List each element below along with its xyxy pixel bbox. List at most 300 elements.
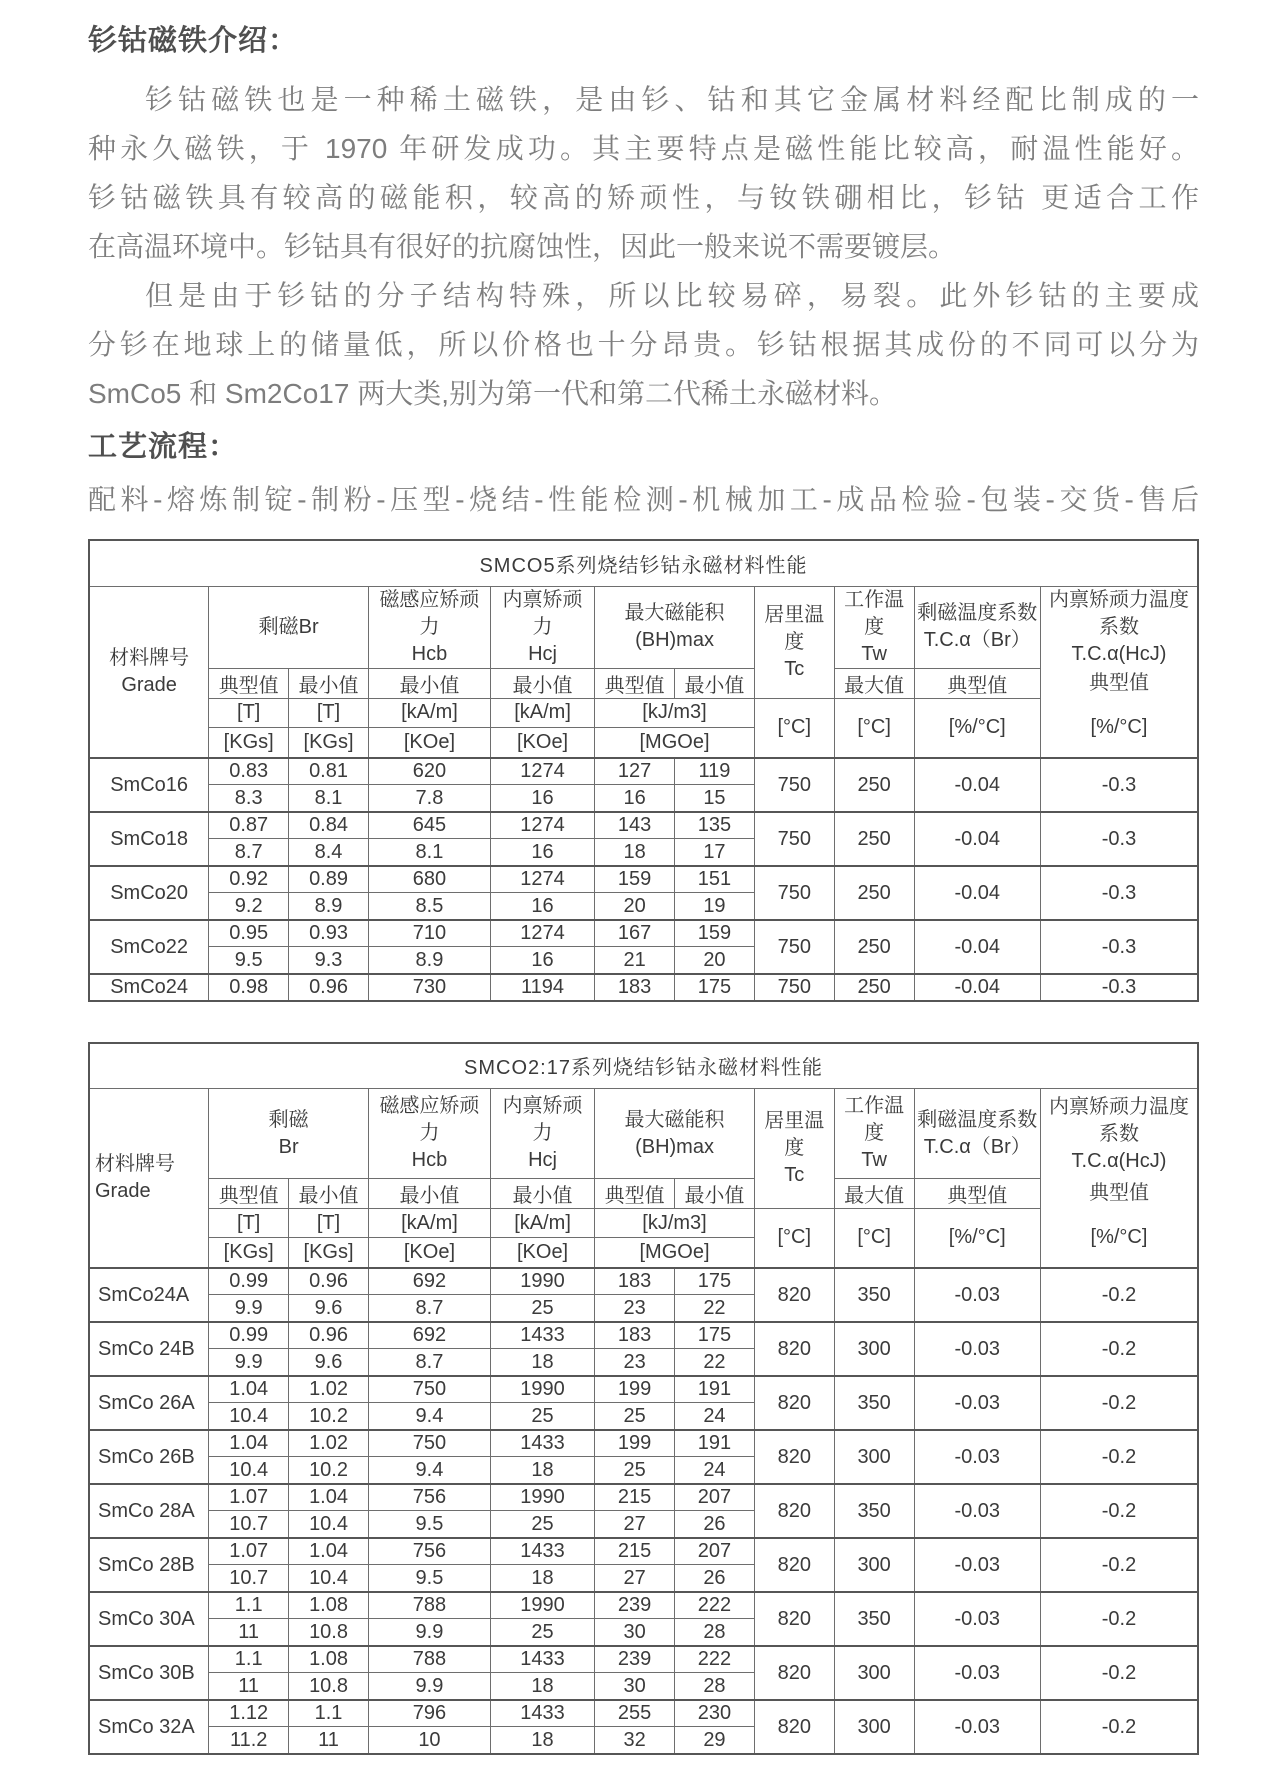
valuetype-cell: 最小值 <box>289 1179 369 1209</box>
value-cell: 191 <box>675 1430 755 1457</box>
table-title-row <box>89 1043 1198 1089</box>
unit-cell: [MGOe] <box>595 1238 755 1268</box>
valuetype-cell: 最小值 <box>368 668 490 698</box>
value-cell: 1274 <box>490 866 594 893</box>
value-cell: 788 <box>368 1646 490 1673</box>
value-cell: 1.12 <box>209 1700 289 1727</box>
value-cell: 191 <box>675 1376 755 1403</box>
table-row <box>89 812 1198 839</box>
value-cell: -0.03 <box>914 1322 1040 1376</box>
hcb-label: 磁感应矫顽力 <box>379 1095 480 1144</box>
value-cell: -0.04 <box>914 758 1040 812</box>
value-cell: 22 <box>675 1349 755 1376</box>
value-cell: 183 <box>595 1268 675 1295</box>
value-cell: 15 <box>675 785 755 812</box>
value-cell: 18 <box>490 1349 594 1376</box>
value-cell: 1.1 <box>209 1646 289 1673</box>
valuetype-cell: 最小值 <box>675 668 755 698</box>
tcahcj-symbol: T.C.α(HcJ) <box>1071 1149 1167 1172</box>
paragraph-line: 种永久磁铁，于 1970 年研发成功。其主要特点是磁性能比较高，耐温性能好。 <box>88 133 1199 164</box>
grade-cell: SmCo 24B <box>89 1322 209 1376</box>
valuetype-cell: 最小值 <box>289 668 369 698</box>
unit-cell: [%/°C] <box>914 1209 1040 1268</box>
grade-header-line1: 材料牌号 <box>95 1152 175 1175</box>
value-cell: -0.2 <box>1040 1430 1198 1484</box>
value-cell: -0.04 <box>914 920 1040 974</box>
value-cell: 30 <box>595 1673 675 1700</box>
value-cell: 16 <box>490 893 594 920</box>
value-cell: 7.8 <box>368 785 490 812</box>
unit-cell: [KOe] <box>490 1238 594 1268</box>
value-cell: 30 <box>595 1619 675 1646</box>
unit-cell: [kA/m] <box>368 698 490 728</box>
value-cell: 28 <box>675 1673 755 1700</box>
bhmax-symbol: (BH)max <box>635 629 714 651</box>
value-cell: -0.2 <box>1040 1376 1198 1430</box>
value-cell: 0.83 <box>209 758 289 785</box>
grade-cell: SmCo 26B <box>89 1430 209 1484</box>
unit-cell: [°C] <box>754 1209 834 1268</box>
paragraph-line: 但是由于钐钴的分子结构特殊，所以比较易碎，易裂。此外钐钴的主要成 <box>145 280 1199 311</box>
unit-cell: [T] <box>289 698 369 728</box>
value-cell: 175 <box>675 974 755 1001</box>
value-cell: 1990 <box>490 1268 594 1295</box>
value-cell: 0.98 <box>209 974 289 1001</box>
value-cell: 10.8 <box>289 1619 369 1646</box>
value-cell: 22 <box>675 1295 755 1322</box>
hcb-symbol: Hcb <box>411 1149 448 1171</box>
grade-header-line2: Grade <box>121 673 177 696</box>
value-cell: 820 <box>754 1484 834 1538</box>
value-cell: 0.99 <box>209 1268 289 1295</box>
grade-cell: SmCo24A <box>89 1268 209 1322</box>
unit-cell: [T] <box>289 1209 369 1238</box>
tcabr-symbol: T.C.α（Br） <box>923 629 1031 651</box>
value-cell: -0.03 <box>914 1538 1040 1592</box>
table-row <box>89 1376 1198 1403</box>
value-cell: 0.84 <box>289 812 369 839</box>
tcabr-header <box>914 586 1040 668</box>
hcb-symbol: Hcb <box>411 642 448 665</box>
sm2co17-table <box>88 1042 1199 1755</box>
value-cell: 16 <box>490 839 594 866</box>
value-cell: 0.96 <box>289 974 369 1001</box>
tw-symbol: Tw <box>861 642 887 665</box>
process-flow-line: 配料-熔炼制锭-制粉-压型-烧结-性能检测-机械加工-成品检验-包装-交货-售后 <box>88 484 1199 515</box>
header-row-labels <box>89 586 1198 668</box>
valuetype-cell: 典型值 <box>209 1179 289 1209</box>
value-cell: 16 <box>490 947 594 974</box>
value-cell: 250 <box>834 758 914 812</box>
value-cell: 1.07 <box>209 1538 289 1565</box>
value-cell: -0.2 <box>1040 1268 1198 1322</box>
value-cell: 8.7 <box>368 1349 490 1376</box>
value-cell: 151 <box>675 866 755 893</box>
unit-cell: [°C] <box>754 698 834 758</box>
value-cell: 820 <box>754 1322 834 1376</box>
value-cell: -0.3 <box>1040 866 1198 920</box>
unit-cell: [kA/m] <box>368 1209 490 1238</box>
value-cell: 1990 <box>490 1592 594 1619</box>
value-cell: 250 <box>834 920 914 974</box>
tc-symbol: Tc <box>784 1164 805 1186</box>
valuetype-cell: 典型值 <box>914 668 1040 698</box>
value-cell: 8.9 <box>368 947 490 974</box>
value-cell: 710 <box>368 920 490 947</box>
value-cell: 692 <box>368 1322 490 1349</box>
value-cell: -0.3 <box>1040 920 1198 974</box>
table-row <box>89 1592 1198 1619</box>
value-cell: 23 <box>595 1295 675 1322</box>
unit-cell: [KGs] <box>289 728 369 758</box>
value-cell: 300 <box>834 1538 914 1592</box>
value-cell: -0.04 <box>914 812 1040 866</box>
value-cell: 692 <box>368 1268 490 1295</box>
tc-header <box>754 586 834 698</box>
unit-cell: [MGOe] <box>595 728 755 758</box>
value-cell: 788 <box>368 1592 490 1619</box>
valuetype-cell: 典型值 <box>595 668 675 698</box>
value-cell: 750 <box>754 974 834 1001</box>
value-cell: 143 <box>595 812 675 839</box>
value-cell: 10.2 <box>289 1403 369 1430</box>
value-cell: 750 <box>754 812 834 866</box>
value-cell: 1.1 <box>289 1700 369 1727</box>
value-cell: -0.3 <box>1040 974 1198 1001</box>
value-cell: 25 <box>490 1295 594 1322</box>
value-cell: 25 <box>595 1403 675 1430</box>
unit-cell: [kA/m] <box>490 698 594 728</box>
value-cell: 9.9 <box>368 1673 490 1700</box>
tcahcj-header <box>1040 1089 1198 1268</box>
table-row <box>89 1322 1198 1349</box>
value-cell: 215 <box>595 1484 675 1511</box>
unit-cell: [kJ/m3] <box>595 698 755 728</box>
value-cell: 215 <box>595 1538 675 1565</box>
value-cell: 9.5 <box>368 1565 490 1592</box>
table-row <box>89 758 1198 785</box>
tw-symbol: Tw <box>861 1149 887 1171</box>
grade-cell: SmCo 28B <box>89 1538 209 1592</box>
tc-symbol: Tc <box>784 657 805 680</box>
value-cell: 1.08 <box>289 1646 369 1673</box>
bhmax-label: 最大磁能积 <box>624 1108 725 1131</box>
valuetype-cell: 最小值 <box>490 1179 594 1209</box>
value-cell: 27 <box>595 1511 675 1538</box>
value-cell: 21 <box>595 947 675 974</box>
grade-header-line2: Grade <box>95 1179 151 1202</box>
value-cell: 1.07 <box>209 1484 289 1511</box>
table-title-row <box>89 540 1198 586</box>
value-cell: 8.4 <box>289 839 369 866</box>
hcb-label: 磁感应矫顽力 <box>379 588 480 638</box>
grade-cell: SmCo 32A <box>89 1700 209 1754</box>
value-cell: 199 <box>595 1430 675 1457</box>
value-cell: 9.9 <box>209 1295 289 1322</box>
value-cell: 0.95 <box>209 920 289 947</box>
value-cell: 1.04 <box>289 1538 369 1565</box>
value-cell: 0.89 <box>289 866 369 893</box>
value-cell: 222 <box>675 1646 755 1673</box>
tcahcj-typical: 典型值 <box>1088 671 1149 694</box>
value-cell: 20 <box>675 947 755 974</box>
valuetype-cell: 最大值 <box>834 1179 914 1209</box>
value-cell: 820 <box>754 1700 834 1754</box>
value-cell: 27 <box>595 1565 675 1592</box>
grade-cell: SmCo 30B <box>89 1646 209 1700</box>
value-cell: 32 <box>595 1727 675 1754</box>
table-row <box>89 1646 1198 1673</box>
value-cell: 29 <box>675 1727 755 1754</box>
hcj-header <box>490 586 594 668</box>
value-cell: 820 <box>754 1646 834 1700</box>
value-cell: 11 <box>209 1673 289 1700</box>
tcahcj-header <box>1040 586 1198 758</box>
value-cell: 820 <box>754 1592 834 1646</box>
value-cell: 18 <box>595 839 675 866</box>
value-cell: 750 <box>754 866 834 920</box>
value-cell: 175 <box>675 1268 755 1295</box>
value-cell: 300 <box>834 1322 914 1376</box>
value-cell: 730 <box>368 974 490 1001</box>
value-cell: 9.4 <box>368 1457 490 1484</box>
value-cell: 11 <box>289 1727 369 1754</box>
valuetype-cell: 最小值 <box>490 668 594 698</box>
br-header: 剩磁Br <box>209 586 369 668</box>
value-cell: 9.6 <box>289 1349 369 1376</box>
paragraph-line: 分钐在地球上的储量低，所以价格也十分昂贵。钐钴根据其成份的不同可以分为 <box>88 329 1199 360</box>
value-cell: 23 <box>595 1349 675 1376</box>
grade-cell: SmCo18 <box>89 812 209 866</box>
value-cell: 25 <box>490 1403 594 1430</box>
value-cell: -0.2 <box>1040 1646 1198 1700</box>
grade-header-line1: 材料牌号 <box>109 646 190 669</box>
value-cell: 10.2 <box>289 1457 369 1484</box>
tcahcj-label: 内禀矫顽力温度系数 <box>1048 1095 1189 1145</box>
value-cell: 25 <box>595 1457 675 1484</box>
paragraph-line: SmCo5 和 Sm2Co17 两大类,别为第一代和第二代稀土永磁材料。 <box>88 378 897 409</box>
grade-header <box>89 1089 209 1268</box>
value-cell: 1990 <box>490 1376 594 1403</box>
value-cell: 20 <box>595 893 675 920</box>
valuetype-cell: 典型值 <box>914 1179 1040 1209</box>
table-row <box>89 1430 1198 1457</box>
value-cell: -0.2 <box>1040 1484 1198 1538</box>
table-row <box>89 1538 1198 1565</box>
unit-cell: [T] <box>209 1209 289 1238</box>
grade-cell: SmCo24 <box>89 974 209 1001</box>
value-cell: 10.4 <box>209 1457 289 1484</box>
grade-cell: SmCo22 <box>89 920 209 974</box>
value-cell: 239 <box>595 1592 675 1619</box>
value-cell: 18 <box>490 1727 594 1754</box>
hcj-symbol: Hcj <box>528 642 557 665</box>
unit-cell: [T] <box>209 698 289 728</box>
value-cell: 10.4 <box>289 1511 369 1538</box>
value-cell: 1990 <box>490 1484 594 1511</box>
hcj-header <box>490 1089 594 1179</box>
value-cell: 0.92 <box>209 866 289 893</box>
tcabr-symbol: T.C.α（Br） <box>923 1135 1031 1158</box>
value-cell: 175 <box>675 1322 755 1349</box>
intro-paragraph-1 <box>88 75 1199 271</box>
value-cell: 750 <box>368 1430 490 1457</box>
table2-title: SMCO2:17系列烧结钐钴永磁材料性能 <box>89 1043 1198 1089</box>
header-row-valuetype <box>89 1179 1198 1209</box>
value-cell: -0.03 <box>914 1376 1040 1430</box>
value-cell: 9.3 <box>289 947 369 974</box>
value-cell: 10.7 <box>209 1565 289 1592</box>
tw-header <box>834 1089 914 1179</box>
paragraph-line: 钐钴磁铁具有较高的磁能积，较高的矫顽性，与钕铁硼相比，钐钴 更适合工作 <box>88 182 1199 213</box>
value-cell: 25 <box>490 1619 594 1646</box>
process-heading: 工艺流程： <box>88 431 239 463</box>
value-cell: 10 <box>368 1727 490 1754</box>
unit-cell: [kJ/m3] <box>595 1209 755 1238</box>
unit-cell: [KOe] <box>368 1238 490 1268</box>
value-cell: 18 <box>490 1457 594 1484</box>
br-symbol: Br <box>278 1135 299 1158</box>
value-cell: 16 <box>595 785 675 812</box>
value-cell: 1194 <box>490 974 594 1001</box>
tcahcj-unit: [%/°C] <box>1090 1225 1148 1248</box>
tc-label: 居里温度 <box>764 603 825 653</box>
intro-heading: 钐钴磁铁介绍： <box>88 25 299 57</box>
tw-label: 工作温度 <box>844 588 905 638</box>
value-cell: -0.04 <box>914 866 1040 920</box>
table1-title: SMCO5系列烧结钐钴永磁材料性能 <box>89 540 1198 586</box>
value-cell: 24 <box>675 1403 755 1430</box>
valuetype-cell: 典型值 <box>595 1179 675 1209</box>
value-cell: 9.2 <box>209 893 289 920</box>
value-cell: 8.3 <box>209 785 289 812</box>
header-row-labels <box>89 1089 1198 1179</box>
value-cell: 255 <box>595 1700 675 1727</box>
value-cell: 1433 <box>490 1538 594 1565</box>
tw-label: 工作温度 <box>844 1095 905 1144</box>
value-cell: 0.96 <box>289 1268 369 1295</box>
value-cell: 10.4 <box>209 1403 289 1430</box>
value-cell: 26 <box>675 1565 755 1592</box>
value-cell: 19 <box>675 893 755 920</box>
value-cell: 1.04 <box>209 1430 289 1457</box>
value-cell: 159 <box>595 866 675 893</box>
value-cell: 199 <box>595 1376 675 1403</box>
hcj-label: 内禀矫顽力 <box>502 588 583 638</box>
value-cell: 159 <box>675 920 755 947</box>
value-cell: 250 <box>834 974 914 1001</box>
unit-cell: [KGs] <box>209 728 289 758</box>
value-cell: 230 <box>675 1700 755 1727</box>
value-cell: -0.3 <box>1040 812 1198 866</box>
value-cell: 796 <box>368 1700 490 1727</box>
header-row-si-units <box>89 1209 1198 1238</box>
value-cell: 300 <box>834 1430 914 1484</box>
value-cell: 750 <box>754 920 834 974</box>
value-cell: 1274 <box>490 758 594 785</box>
value-cell: 10.7 <box>209 1511 289 1538</box>
tcabr-header <box>914 1089 1040 1179</box>
value-cell: 1433 <box>490 1646 594 1673</box>
value-cell: 183 <box>595 1322 675 1349</box>
value-cell: 0.93 <box>289 920 369 947</box>
grade-cell: SmCo16 <box>89 758 209 812</box>
valuetype-cell: 最大值 <box>834 668 914 698</box>
value-cell: -0.03 <box>914 1268 1040 1322</box>
value-cell: -0.2 <box>1040 1592 1198 1646</box>
grade-cell: SmCo20 <box>89 866 209 920</box>
value-cell: 0.87 <box>209 812 289 839</box>
value-cell: 1.02 <box>289 1430 369 1457</box>
value-cell: 9.9 <box>368 1619 490 1646</box>
value-cell: 9.6 <box>289 1295 369 1322</box>
grade-cell: SmCo 28A <box>89 1484 209 1538</box>
unit-cell: [kA/m] <box>490 1209 594 1238</box>
tcabr-label: 剩磁温度系数 <box>917 602 1038 624</box>
hcb-header <box>368 586 490 668</box>
unit-cell: [°C] <box>834 698 914 758</box>
value-cell: 1.1 <box>209 1592 289 1619</box>
value-cell: 24 <box>675 1457 755 1484</box>
value-cell: 756 <box>368 1538 490 1565</box>
tcahcj-label: 内禀矫顽力温度系数 <box>1048 589 1189 638</box>
header-row-valuetype <box>89 668 1198 698</box>
value-cell: -0.03 <box>914 1592 1040 1646</box>
value-cell: 28 <box>675 1619 755 1646</box>
table-row <box>89 974 1198 1001</box>
value-cell: 820 <box>754 1268 834 1322</box>
value-cell: 8.7 <box>209 839 289 866</box>
value-cell: -0.3 <box>1040 758 1198 812</box>
value-cell: 250 <box>834 812 914 866</box>
value-cell: 8.9 <box>289 893 369 920</box>
value-cell: 8.1 <box>289 785 369 812</box>
value-cell: 620 <box>368 758 490 785</box>
value-cell: 9.9 <box>209 1349 289 1376</box>
value-cell: 1433 <box>490 1430 594 1457</box>
value-cell: 9.5 <box>368 1511 490 1538</box>
br-label: 剩磁 <box>268 1108 309 1131</box>
value-cell: -0.2 <box>1040 1322 1198 1376</box>
value-cell: 1.02 <box>289 1376 369 1403</box>
value-cell: -0.03 <box>914 1484 1040 1538</box>
hcj-label: 内禀矫顽力 <box>502 1095 583 1144</box>
value-cell: 300 <box>834 1700 914 1754</box>
value-cell: 756 <box>368 1484 490 1511</box>
value-cell: -0.2 <box>1040 1538 1198 1592</box>
value-cell: 167 <box>595 920 675 947</box>
value-cell: 1433 <box>490 1322 594 1349</box>
table-row <box>89 1700 1198 1727</box>
value-cell: 183 <box>595 974 675 1001</box>
smco5-table <box>88 539 1199 1002</box>
value-cell: 135 <box>675 812 755 839</box>
value-cell: 820 <box>754 1538 834 1592</box>
value-cell: 250 <box>834 866 914 920</box>
value-cell: 350 <box>834 1484 914 1538</box>
value-cell: -0.2 <box>1040 1700 1198 1754</box>
bhmax-label: 最大磁能积 <box>624 602 725 624</box>
value-cell: 350 <box>834 1376 914 1430</box>
value-cell: 8.7 <box>368 1295 490 1322</box>
value-cell: 25 <box>490 1511 594 1538</box>
tw-header <box>834 586 914 668</box>
intro-paragraph-2 <box>88 271 1199 418</box>
value-cell: 9.4 <box>368 1403 490 1430</box>
value-cell: 820 <box>754 1376 834 1430</box>
value-cell: 17 <box>675 839 755 866</box>
br-header <box>209 1089 369 1179</box>
